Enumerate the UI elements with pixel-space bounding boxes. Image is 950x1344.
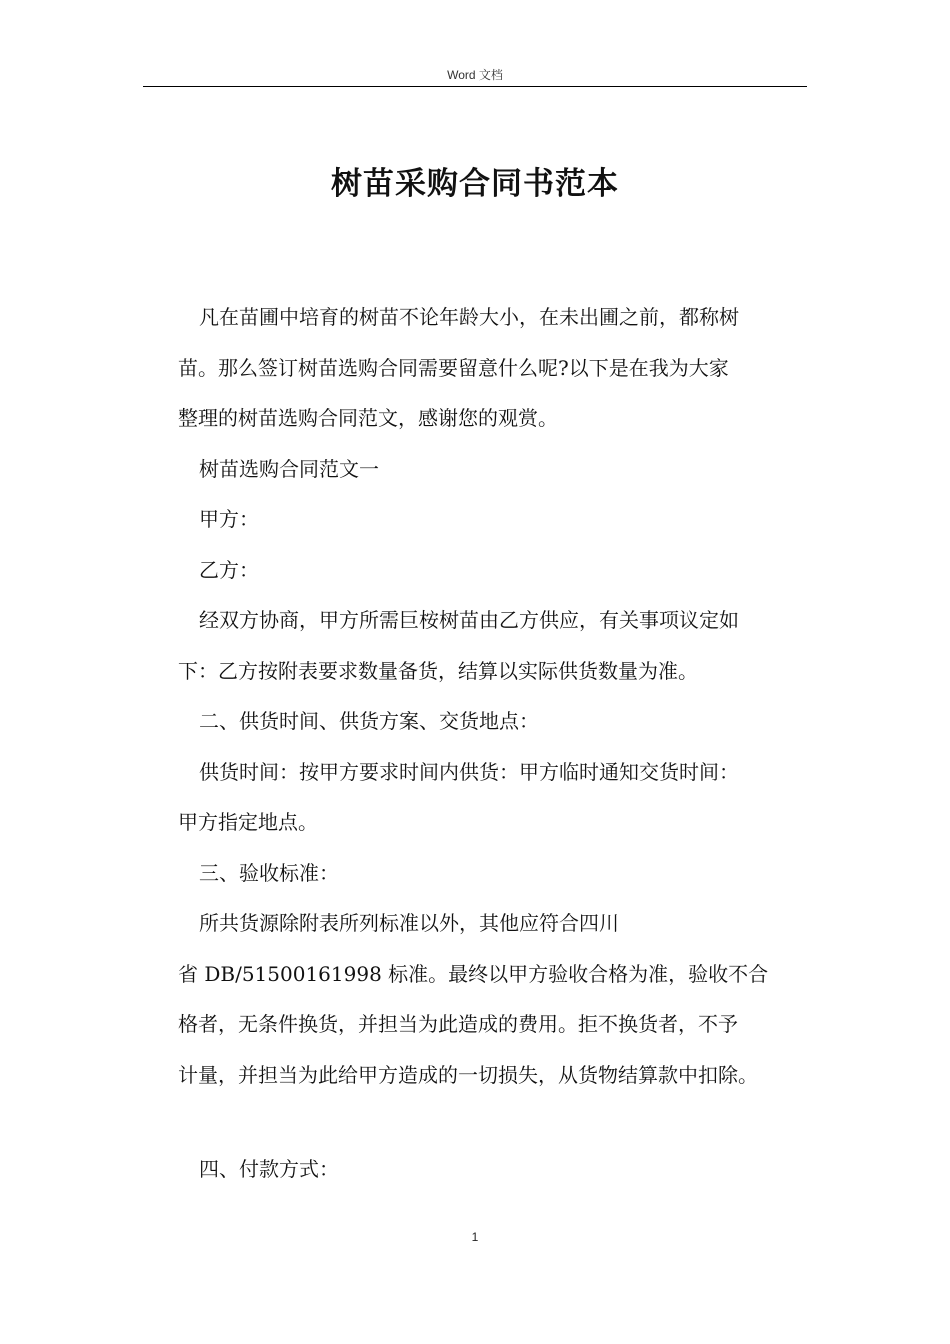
paragraph-line: 甲方指定地点。 (178, 810, 318, 834)
paragraph-line: 计量，并担当为此给甲方造成的一切损失，从货物结算款中扣除。 (178, 1062, 758, 1087)
page-number: 1 (471, 1230, 479, 1244)
clause-heading: 二、供货时间、供货方案、交货地点： (199, 709, 539, 733)
clause-heading: 四、付款方式： (199, 1157, 339, 1181)
paragraph-spacer (178, 1100, 818, 1144)
document-body (178, 292, 818, 1195)
section-heading: 树苗选购合同范文一 (199, 456, 379, 481)
page-header: Word 文档 (447, 68, 503, 82)
paragraph-line: 整理的树苗选购合同范文，感谢您的观赏。 (178, 406, 558, 430)
paragraph-line: 供货时间：按甲方要求时间内供货：甲方临时通知交货时间： (199, 759, 739, 784)
paragraph-line: 格者，无条件换货，并担当为此造成的费用。拒不换货者，不予 (178, 1012, 738, 1036)
paragraph-line: 经双方协商，甲方所需巨桉树苗由乙方供应，有关事项议定如 (199, 608, 739, 632)
document-title: 树苗采购合同书范本 (331, 166, 619, 202)
paragraph-line: 下：乙方按附表要求数量备货，结算以实际供货数量为准。 (178, 658, 698, 683)
party-b-label: 乙方： (199, 557, 259, 582)
paragraph-line: 所共货源除附表所列标准以外，其他应符合四川 (199, 911, 619, 935)
paragraph-line: 苗。那么签订树苗选购合同需要留意什么呢?以下是在我为大家 (178, 355, 729, 380)
paragraph-line: 省 DB/51500161998 标准。最终以甲方验收合格为准，验收不合 (178, 961, 769, 986)
paragraph-line: 凡在苗圃中培育的树苗不论年龄大小，在未出圃之前，都称树 (199, 305, 739, 329)
party-a-label: 甲方： (199, 507, 259, 531)
header-divider (143, 86, 807, 87)
clause-heading: 三、验收标准： (199, 860, 339, 885)
